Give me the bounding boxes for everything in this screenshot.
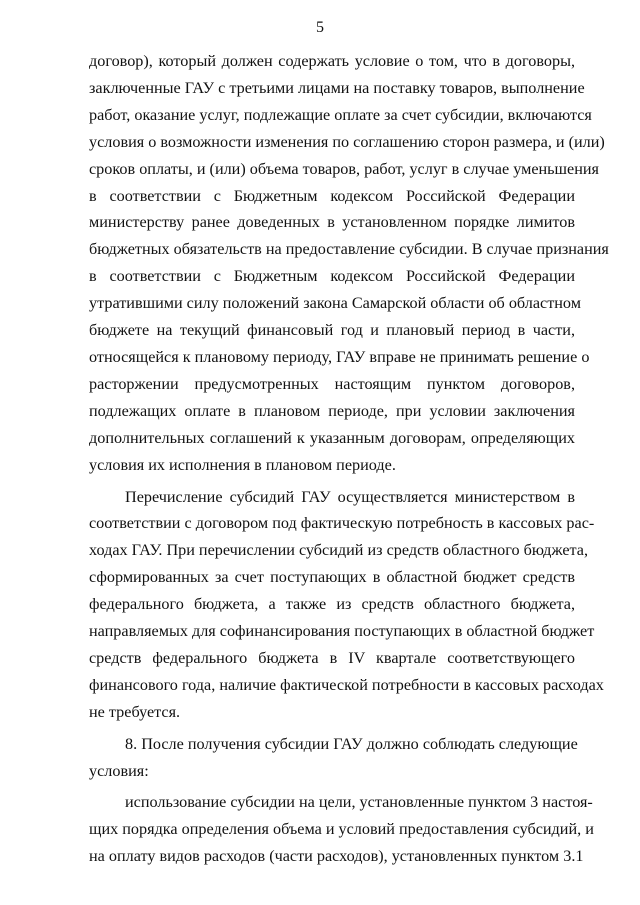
text-line: сроков оплаты, и (или) объема товаров, работ, услуг в случае уменьшения [89, 159, 599, 178]
paragraph-subsidy-transfer [89, 484, 604, 726]
text-line: условия о возможности изменения по соглашению сторон размера, и (или) [89, 132, 605, 151]
text-line: финансового года, наличие фактической потребности в кассовых расходах [89, 675, 604, 694]
text-line: федерального бюджета, а также из средств областного бюджета, [89, 595, 575, 614]
text-line: расторжении предусмотренных настоящим пунктом договоров, [89, 374, 575, 393]
text-line: дополнительных соглашений к указанным договорам, определяющих [89, 428, 575, 447]
text-line: заключенные ГАУ с третьими лицами на поставку товаров, выполнение [89, 78, 585, 97]
text-line: средств федерального бюджета в IV квартале соответствующего [89, 648, 575, 667]
text-line: на оплату видов расходов (части расходов), установленных пунктом 3.1 [89, 847, 584, 866]
text-line: договор), который должен содержать условие о том, что в договоры, [89, 52, 575, 70]
paragraph-contract-conditions [89, 48, 609, 479]
text-line: использование субсидии на цели, установленные пунктом 3 настоя- [125, 793, 593, 812]
text-line: министерству ранее доведенных в установленном порядке лимитов [89, 213, 575, 232]
text-line: утратившими силу положений закона Самарской области об областном [89, 294, 581, 313]
text-line: соответствии с договором под фактическую потребность в кассовых рас- [89, 514, 595, 533]
text-line: в соответствии с Бюджетным кодексом Российской Федерации [89, 186, 575, 205]
text-line: работ, оказание услуг, подлежащие оплате за счет субсидии, включаются [89, 105, 592, 124]
text-line: бюджетных обязательств на предоставление субсидии. В случае признания [89, 240, 609, 259]
document-body [89, 48, 609, 870]
text-line: не требуется. [89, 702, 181, 721]
text-line: бюджете на текущий финансовый год и плановый период в части, [89, 321, 575, 340]
text-line: 8. После получения субсидии ГАУ должно соблюдать следующие [125, 734, 578, 753]
text-line: ходах ГАУ. При перечислении субсидий из средств областного бюджета, [89, 541, 589, 560]
text-line: направляемых для софинансирования поступающих в областной бюджет [89, 622, 595, 641]
text-line: Перечисление субсидий ГАУ осуществляется министерством в [125, 487, 575, 506]
text-line: в соответствии с Бюджетным кодексом Российской Федерации [89, 267, 575, 286]
page-number: 5 [316, 19, 324, 36]
text-line: сформированных за счет поступающих в областной бюджет средств [89, 568, 575, 587]
text-line: подлежащих оплате в плановом периоде, при условии заключения [89, 401, 575, 420]
paragraph-item-8 [89, 731, 578, 785]
text-line: условия их исполнения в плановом периоде. [89, 455, 396, 474]
text-line: щих порядка определения объема и условий предоставления субсидий, и [89, 820, 594, 839]
text-line: условия: [89, 761, 149, 780]
text-line: относящейся к плановому периоду, ГАУ вправе не принимать решение о [89, 347, 590, 366]
paragraph-subsidy-usage [89, 789, 594, 870]
